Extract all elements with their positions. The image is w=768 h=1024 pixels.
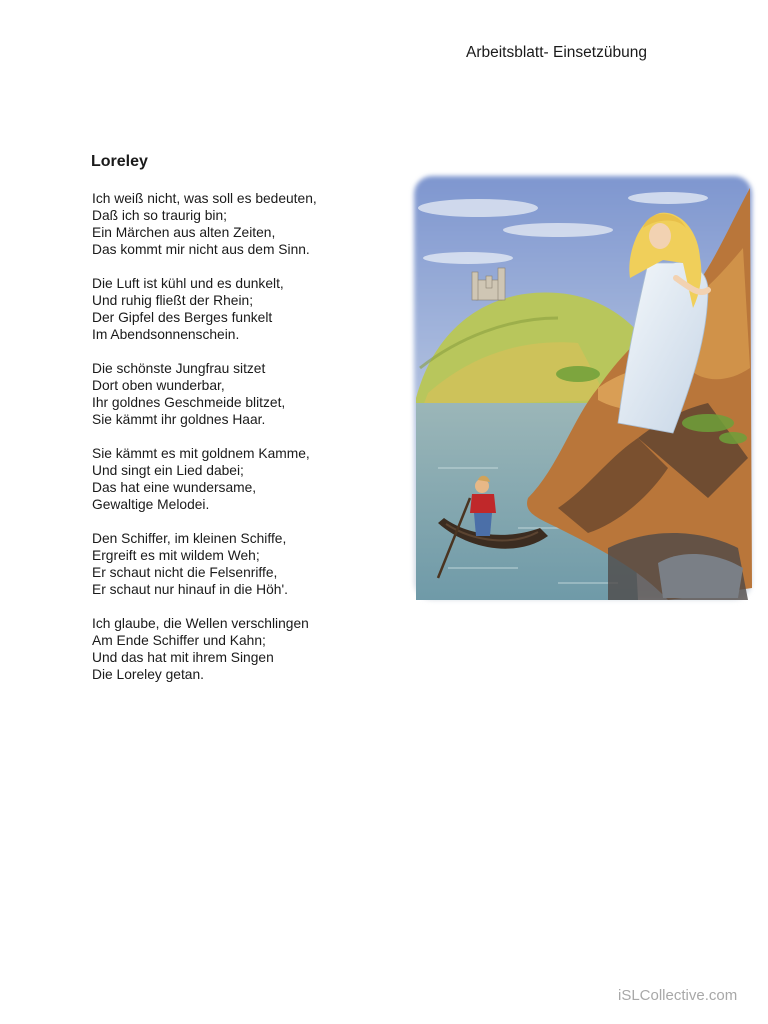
poem-stanza	[92, 445, 392, 513]
poem-line: Gewaltige Melodei.	[92, 497, 210, 512]
worksheet-header-title: Arbeitsblatt- Einsetzübung	[466, 44, 647, 61]
poem-line: Ein Märchen aus alten Zeiten,	[92, 225, 276, 240]
poem-stanza	[92, 275, 392, 343]
poem-line: Und ruhig fließt der Rhein;	[92, 293, 254, 308]
poem-stanza	[92, 615, 392, 683]
poem-line: Am Ende Schiffer und Kahn;	[92, 633, 266, 648]
poem-line: Sie kämmt es mit goldnem Kamme,	[92, 446, 310, 461]
poem-line: Die schönste Jungfrau sitzet	[92, 361, 266, 376]
poem-line: Er schaut nicht die Felsenriffe,	[92, 565, 278, 580]
poem-line: Er schaut nur hinauf in die Höh'.	[92, 582, 288, 597]
poem-line: Die Luft ist kühl und es dunkelt,	[92, 276, 284, 291]
poem-line: Daß ich so traurig bin;	[92, 208, 227, 223]
poem-line: Ihr goldnes Geschmeide blitzet,	[92, 395, 286, 410]
poem-line: Ich weiß nicht, was soll es bedeuten,	[92, 191, 317, 206]
poem-stanza	[92, 360, 392, 428]
loreley-painting-icon	[408, 168, 758, 608]
poem-line: Ergreift es mit wildem Weh;	[92, 548, 260, 563]
site-watermark: iSLCollective.com	[618, 987, 738, 1004]
poem-title: Loreley	[91, 153, 148, 170]
poem-line: Das hat eine wundersame,	[92, 480, 257, 495]
poem-line: Und das hat mit ihrem Singen	[92, 650, 274, 665]
poem-line: Und singt ein Lied dabei;	[92, 463, 244, 478]
poem-stanza	[92, 530, 392, 598]
poem-line: Im Abendsonnenschein.	[92, 327, 240, 342]
poem-stanza	[92, 190, 392, 258]
poem-body	[92, 190, 392, 700]
poem-line: Das kommt mir nicht aus dem Sinn.	[92, 242, 310, 257]
poem-line: Den Schiffer, im kleinen Schiffe,	[92, 531, 287, 546]
poem-line: Sie kämmt ihr goldnes Haar.	[92, 412, 266, 427]
poem-line: Dort oben wunderbar,	[92, 378, 225, 393]
poem-line: Die Loreley getan.	[92, 667, 204, 682]
poem-line: Ich glaube, die Wellen verschlingen	[92, 616, 309, 631]
poem-line: Der Gipfel des Berges funkelt	[92, 310, 273, 325]
